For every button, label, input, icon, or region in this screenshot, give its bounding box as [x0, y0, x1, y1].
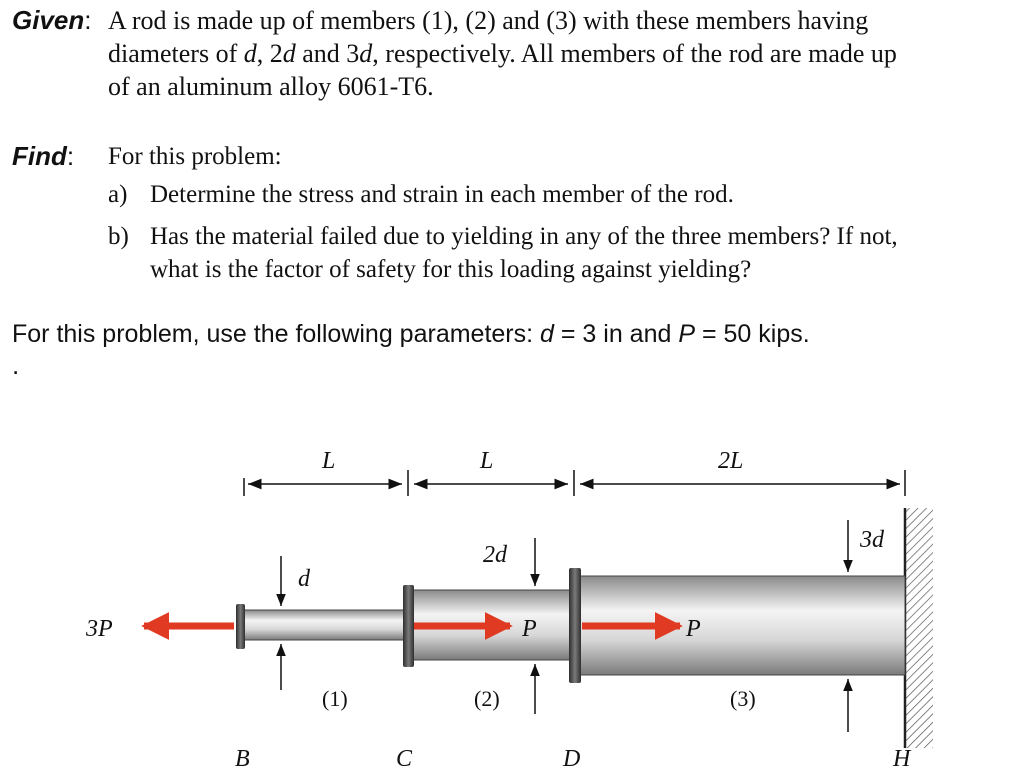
dim-label-2L: 2L	[718, 448, 744, 474]
dia-label-d: d	[298, 566, 310, 592]
member-label-3: (3)	[730, 686, 756, 711]
param-d-value: = 3 in and	[553, 320, 679, 348]
param-d-var: d	[540, 320, 554, 348]
find-b-marker: b)	[108, 223, 129, 250]
load-label-3P: 3P	[86, 616, 113, 642]
point-label-H: H	[893, 746, 911, 772]
load-label-P-C: P	[522, 616, 537, 642]
var-3d: d	[359, 39, 373, 68]
find-b-line-2: what is the factor of safety for this loading against yielding?	[150, 256, 752, 283]
member-label-2: (2)	[474, 686, 500, 711]
var-d: d	[243, 39, 257, 68]
given-line-3: of an aluminum alloy 6061-T6.	[108, 72, 434, 101]
dim-label-L1: L	[322, 448, 336, 474]
bullet-dot: .	[12, 350, 20, 380]
find-b-line-1: Has the material failed due to yielding in any of the three members? If not,	[150, 223, 898, 250]
given-colon: :	[84, 5, 92, 35]
point-label-D: D	[563, 746, 581, 772]
find-a-text: Determine the stress and strain in each member of the rod.	[150, 181, 734, 208]
dia-label-3d: 3d	[860, 527, 884, 553]
given-label: Given	[12, 5, 85, 35]
point-label-B: B	[235, 746, 250, 772]
param-p-var: P	[678, 320, 696, 348]
flange-C	[403, 585, 414, 667]
find-a-marker: a)	[108, 181, 128, 208]
given-line-2-c: and 3	[295, 39, 360, 68]
flange-D	[569, 568, 581, 683]
load-label-P-D: P	[686, 616, 701, 642]
given-line-2-b: , 2	[256, 39, 283, 68]
find-label: Find	[12, 141, 67, 171]
flange-B	[236, 604, 245, 649]
params-prefix: For this problem, use the following parameters:	[12, 320, 541, 348]
given-line-1: A rod is made up of members (1), (2) and (3) with these members having	[108, 6, 869, 35]
given-line-2-a: diameters of	[108, 39, 244, 68]
wall-hatch	[905, 508, 933, 748]
dia-label-2d: 2d	[483, 542, 507, 568]
param-p-value: = 50 kips.	[695, 320, 810, 348]
given-line-2-e: , respectively. All members of the rod are made up	[372, 39, 897, 68]
find-colon: :	[66, 141, 75, 171]
find-intro: For this problem:	[108, 143, 282, 170]
member-label-1: (1)	[322, 686, 348, 711]
point-label-C: C	[396, 746, 413, 772]
member-1-rod	[242, 610, 410, 640]
dim-label-L2: L	[480, 448, 494, 474]
var-2d: d	[282, 39, 296, 68]
